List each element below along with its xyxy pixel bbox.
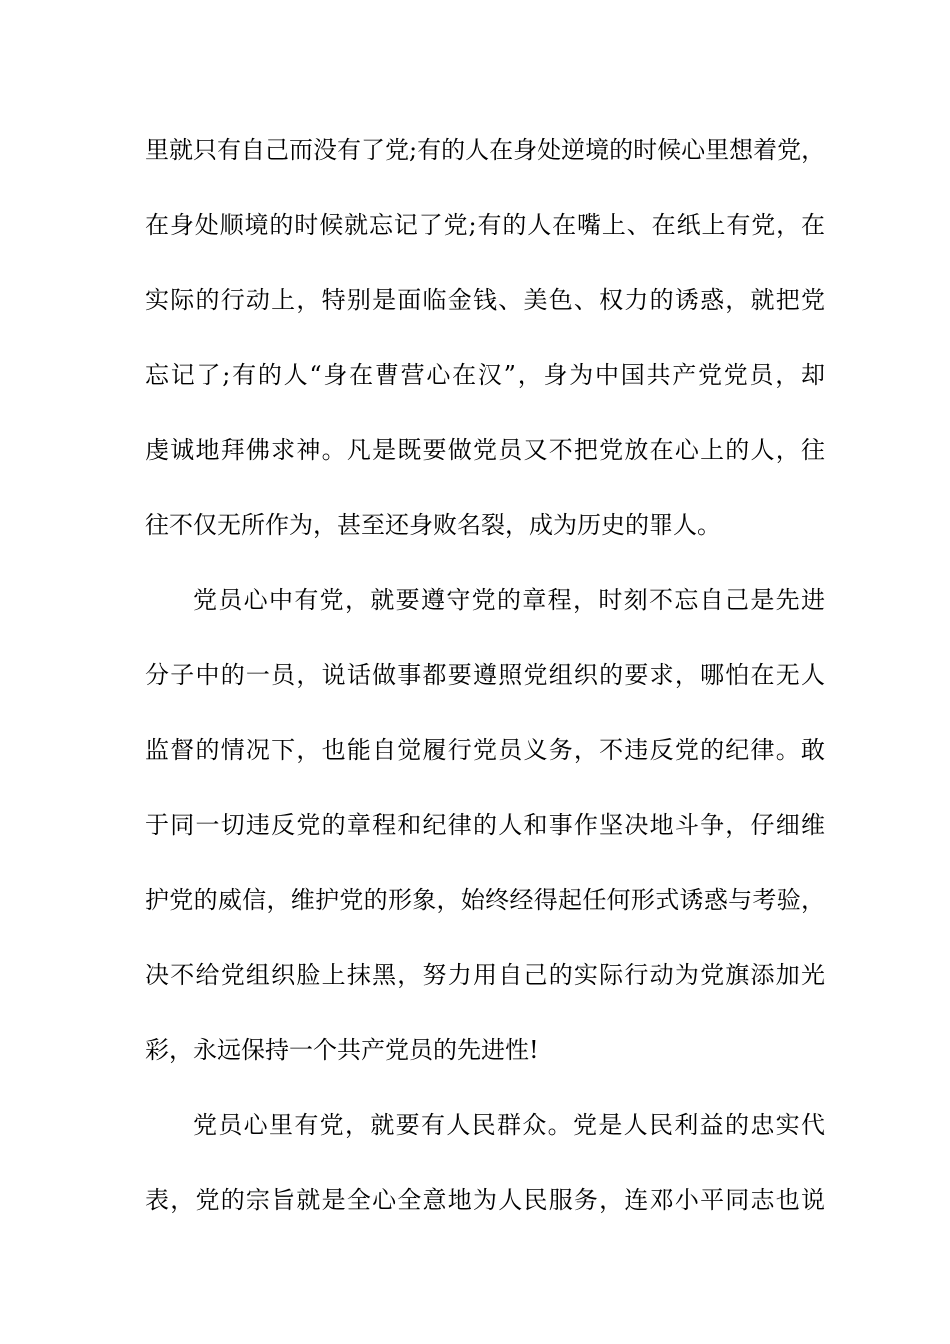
text-line: 表，党的宗旨就是全心全意地为人民服务，连邓小平同志也说 (145, 1186, 825, 1214)
text-line: 里就只有自己而没有了党;有的人在身处逆境的时候心里想着党， (145, 136, 826, 164)
text-line: 实际的行动上，特别是面临金钱、美色、权力的诱惑，就把党 (145, 286, 825, 314)
text-line: 于同一切违反党的章程和纪律的人和事作坚决地斗争，仔细维 (145, 811, 825, 839)
text-line: 虔诚地拜佛求神。凡是既要做党员又不把党放在心上的人，往 (145, 436, 825, 464)
paragraph-first-line: 党员心里有党，就要有人民群众。党是人民利益的忠实代 (193, 1111, 825, 1139)
text-line: 监督的情况下，也能自觉履行党员义务，不违反党的纪律。敢 (145, 736, 825, 764)
text-line: 分子中的一员，说话做事都要遵照党组织的要求，哪怕在无人 (145, 661, 825, 689)
text-line: 在身处顺境的时候就忘记了党;有的人在嘴上、在纸上有党，在 (145, 211, 825, 239)
text-line: 决不给党组织脸上抹黑，努力用自己的实际行动为党旗添加光 (145, 961, 825, 989)
text-line: 往不仅无所作为，甚至还身败名裂，成为历史的罪人。 (145, 511, 721, 539)
paragraph-first-line: 党员心中有党，就要遵守党的章程，时刻不忘自己是先进 (193, 586, 825, 614)
text-line: 护党的威信，维护党的形象，始终经得起任何形式诱惑与考验， (145, 886, 825, 914)
text-line: 忘记了;有的人“身在曹营心在汉”，身为中国共产党党员，却 (145, 361, 825, 389)
text-line: 彩，永远保持一个共产党员的先进性! (145, 1036, 539, 1064)
